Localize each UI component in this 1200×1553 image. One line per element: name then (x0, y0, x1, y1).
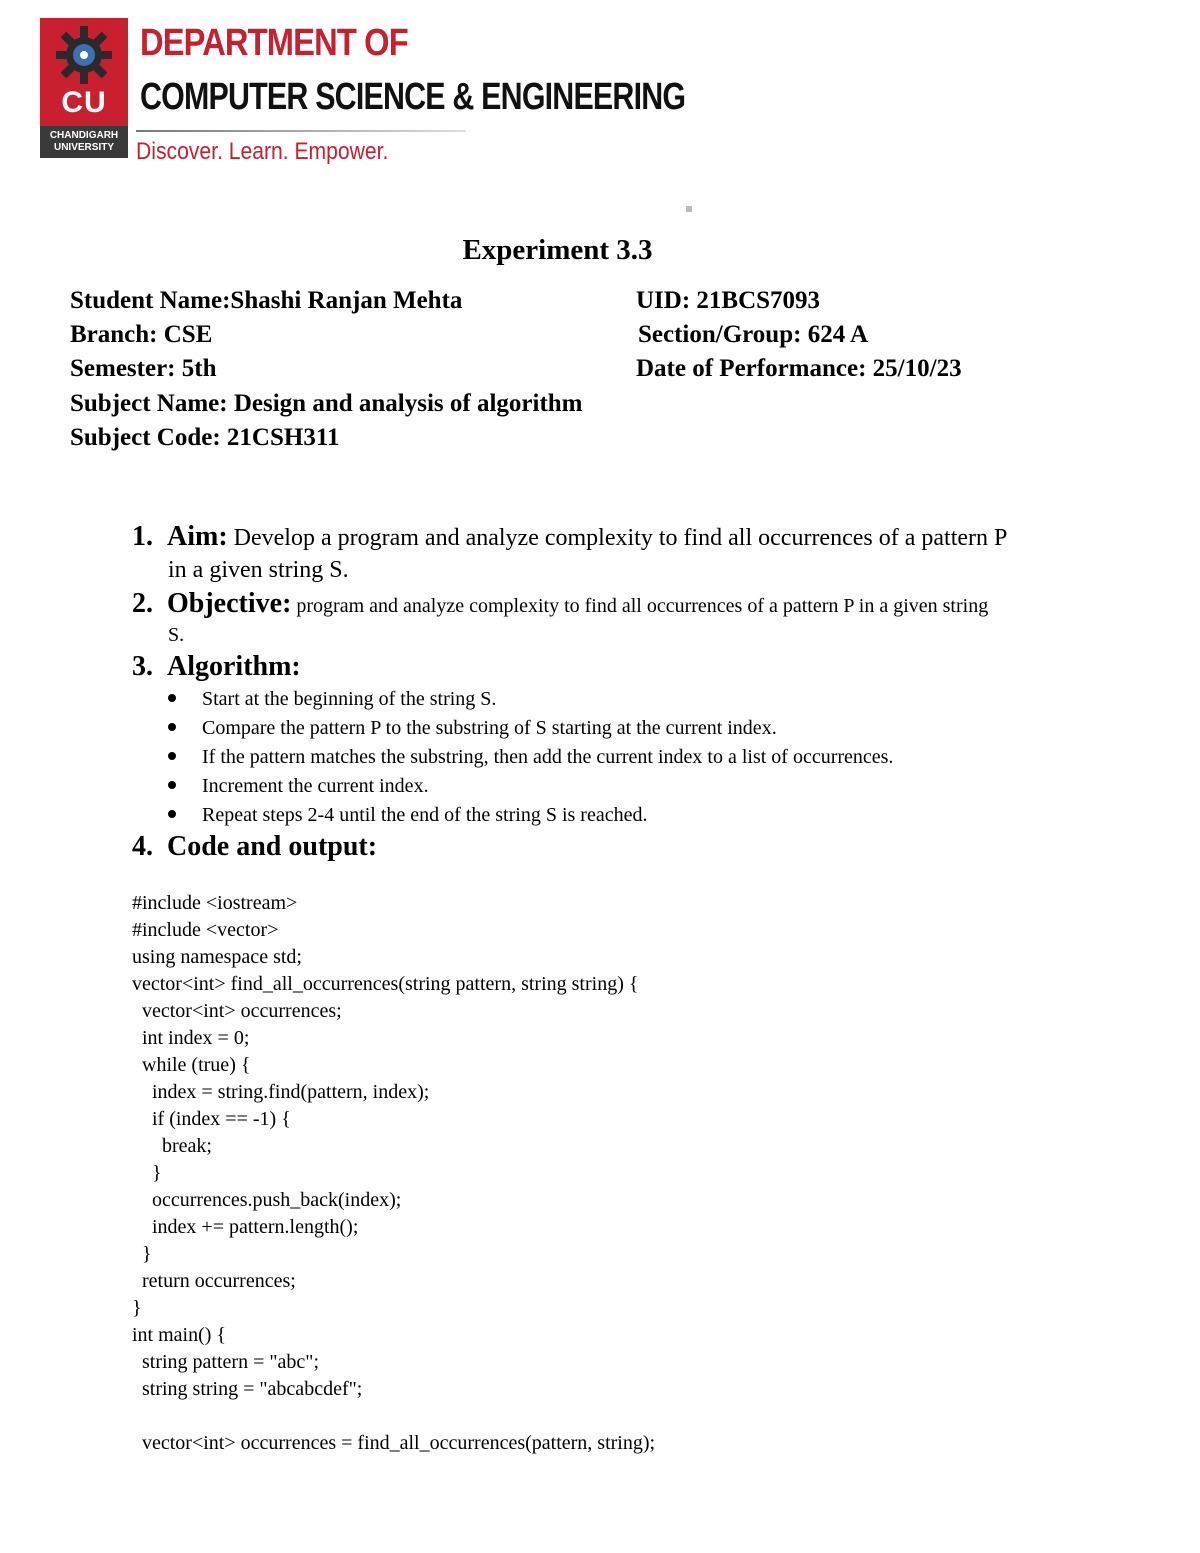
algorithm-number: 3. (132, 651, 153, 682)
branch: Branch: CSE (70, 321, 213, 348)
list-item (168, 804, 647, 827)
list-item (168, 746, 893, 769)
bullet-icon (168, 694, 176, 702)
code-line: #include <vector> (132, 919, 279, 941)
bullet-icon (168, 723, 176, 731)
logo-university-text (40, 126, 128, 158)
department-header (40, 18, 720, 188)
algorithm-section (132, 651, 301, 683)
tagline: Discover. Learn. Empower. (136, 138, 389, 165)
algorithm-heading: Algorithm: (167, 651, 301, 682)
list-item-text: Increment the current index. (202, 775, 429, 797)
code-section (132, 831, 377, 863)
stray-mark (686, 206, 692, 212)
logo-cu-text: CU (61, 86, 107, 119)
department-title-line1: DEPARTMENT OF (140, 22, 408, 64)
subject-name: Subject Name: Design and analysis of algorithm (70, 390, 583, 417)
code-line: vector<int> occurrences = find_all_occurrences(pattern, string); (132, 1432, 656, 1454)
gear-emblem-icon (48, 24, 120, 86)
header-divider (136, 130, 466, 132)
code-line: using namespace std; (132, 946, 302, 968)
list-item (168, 775, 429, 798)
logo-uni-line2: UNIVERSITY (53, 142, 114, 153)
code-line: index = string.find(pattern, index); (132, 1081, 430, 1103)
uid: UID: 21BCS7093 (636, 287, 821, 314)
objective-text-continued: S. (168, 624, 185, 646)
list-item (168, 688, 496, 711)
objective-text: program and analyze complexity to find all occurrences of a pattern P in a given string (291, 595, 989, 617)
bullet-icon (168, 752, 176, 760)
objective-heading: Objective: (167, 588, 292, 619)
code-line: index += pattern.length(); (132, 1216, 359, 1238)
aim-section (132, 521, 1007, 553)
list-item-text: If the pattern matches the substring, then add the current index to a list of occurrences. (202, 746, 894, 768)
code-line: return occurrences; (132, 1270, 296, 1292)
code-line: while (true) { (132, 1054, 251, 1076)
semester: Semester: 5th (70, 355, 217, 382)
code-line: vector<int> occurrences; (132, 1000, 342, 1022)
section-group: Section/Group: 624 A (638, 321, 869, 348)
code-heading: Code and output: (167, 831, 378, 862)
code-line: int index = 0; (132, 1027, 250, 1049)
code-line: break; (132, 1135, 212, 1157)
department-title-line2: COMPUTER SCIENCE & ENGINEERING (140, 76, 686, 118)
student-name: Student Name:Shashi Ranjan Mehta (70, 287, 463, 314)
list-item (168, 717, 777, 740)
code-line: } (132, 1297, 142, 1319)
aim-text: Develop a program and analyze complexity to find all occurrences of a pattern P (227, 525, 1008, 551)
bullet-icon (168, 810, 176, 818)
objective-number: 2. (132, 588, 153, 619)
code-line: string string = "abcabcdef"; (132, 1378, 363, 1400)
date-of-performance: Date of Performance: 25/10/23 (636, 355, 962, 382)
code-line: string pattern = "abc"; (132, 1351, 320, 1373)
code-line: } (132, 1243, 152, 1265)
university-logo (40, 18, 128, 158)
bullet-icon (168, 781, 176, 789)
subject-code: Subject Code: 21CSH311 (70, 424, 340, 451)
experiment-title: Experiment 3.3 (462, 234, 653, 266)
code-line: #include <iostream> (132, 892, 298, 914)
code-line: if (index == -1) { (132, 1108, 291, 1130)
list-item-text: Start at the beginning of the string S. (202, 688, 497, 710)
aim-heading: Aim: (167, 521, 228, 552)
code-line: vector<int> find_all_occurrences(string pattern, string string) { (132, 973, 639, 995)
logo-uni-line1: CHANDIGARH (49, 130, 119, 141)
objective-section (132, 588, 988, 620)
list-item-text: Compare the pattern P to the substring of S starting at the current index. (202, 717, 777, 739)
list-item-text: Repeat steps 2-4 until the end of the string S is reached. (202, 804, 648, 826)
aim-text-continued: in a given string S. (168, 557, 349, 583)
code-line: } (132, 1162, 162, 1184)
code-line: int main() { (132, 1324, 227, 1346)
code-number: 4. (132, 831, 153, 862)
aim-number: 1. (132, 521, 153, 552)
code-line: occurrences.push_back(index); (132, 1189, 402, 1211)
